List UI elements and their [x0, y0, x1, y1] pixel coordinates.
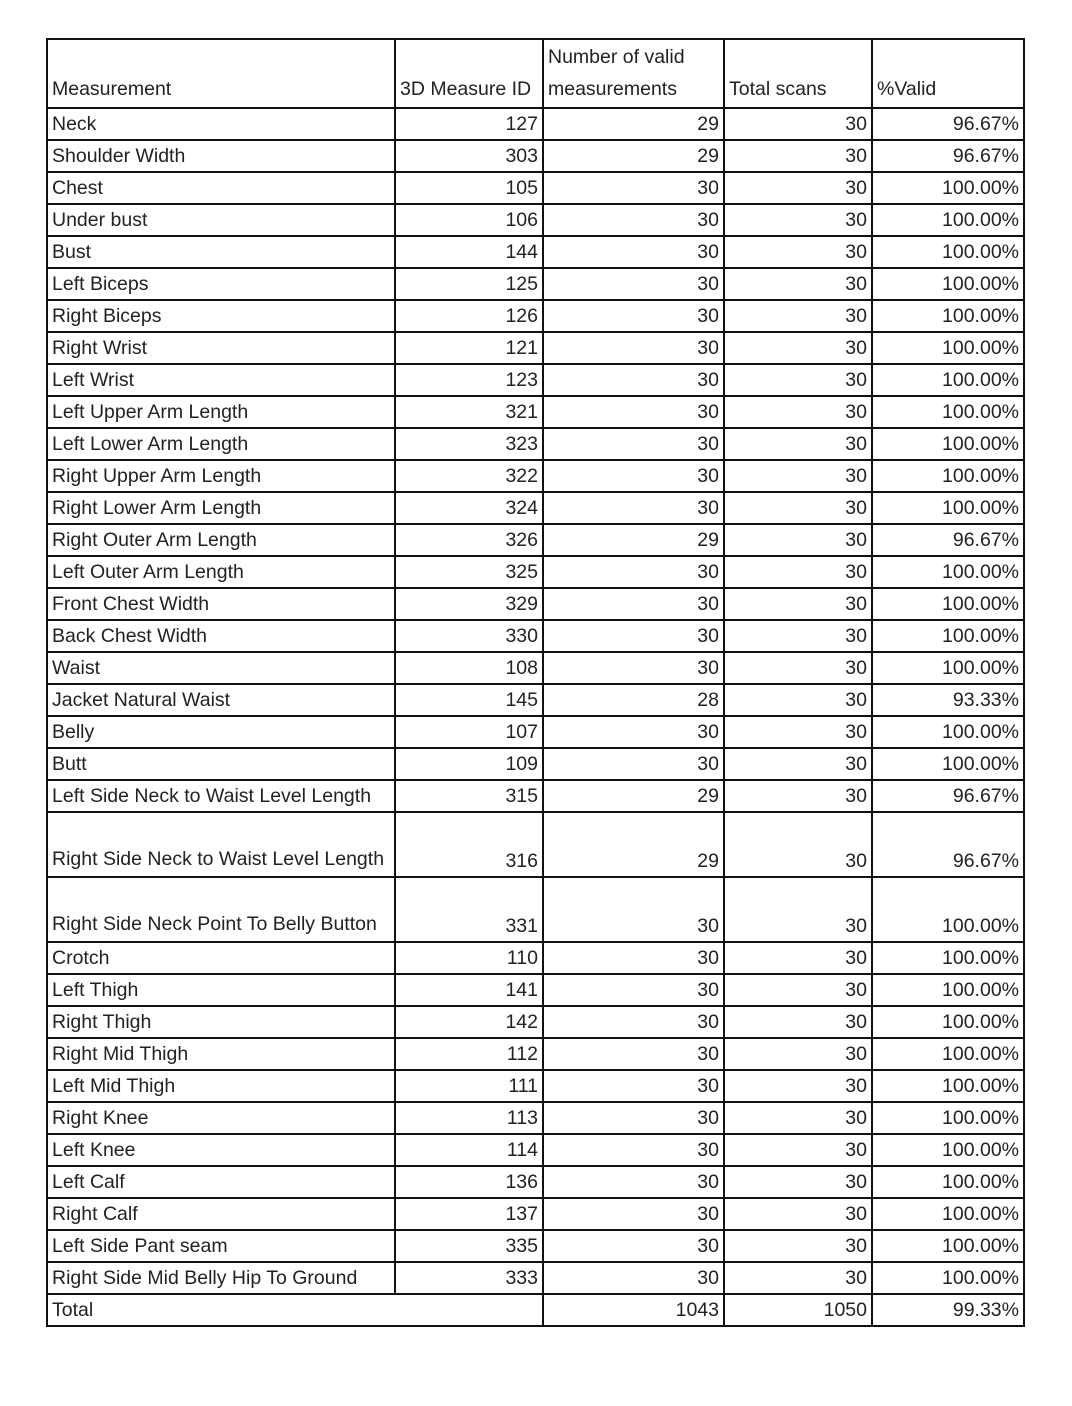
total-scans-cell: 30	[724, 108, 872, 140]
total-row	[47, 1294, 1024, 1326]
valid-count-cell: 29	[543, 108, 724, 140]
measure-id-cell: 113	[395, 1102, 543, 1134]
valid-count-cell: 30	[543, 460, 724, 492]
total-scans-cell: 30	[724, 428, 872, 460]
table-row	[47, 1006, 1024, 1038]
measurement-cell: Bust	[47, 236, 395, 268]
table-row	[47, 748, 1024, 780]
percent-valid-cell: 100.00%	[872, 1262, 1024, 1294]
measure-id-cell: 324	[395, 492, 543, 524]
measurement-cell: Neck	[47, 108, 395, 140]
valid-count-cell: 30	[543, 620, 724, 652]
measure-id-cell: 106	[395, 204, 543, 236]
percent-valid-cell: 96.67%	[872, 524, 1024, 556]
percent-valid-cell: 100.00%	[872, 716, 1024, 748]
header-total-scans: Total scans	[724, 39, 872, 108]
table-row	[47, 300, 1024, 332]
total-scans-cell: 30	[724, 332, 872, 364]
percent-valid-cell: 100.00%	[872, 974, 1024, 1006]
measure-id-cell: 125	[395, 268, 543, 300]
total-label: Total	[47, 1294, 543, 1326]
valid-count-cell: 30	[543, 364, 724, 396]
measure-id-cell: 137	[395, 1198, 543, 1230]
valid-count-cell: 30	[543, 877, 724, 942]
valid-count-cell: 30	[543, 652, 724, 684]
valid-count-cell: 30	[543, 492, 724, 524]
measurement-cell: Back Chest Width	[47, 620, 395, 652]
percent-valid-cell: 100.00%	[872, 364, 1024, 396]
total-scans-cell: 30	[724, 1166, 872, 1198]
total-scans-cell: 30	[724, 204, 872, 236]
table-row	[47, 204, 1024, 236]
total-scans-cell: 30	[724, 524, 872, 556]
measure-id-cell: 145	[395, 684, 543, 716]
measurement-cell: Left Wrist	[47, 364, 395, 396]
valid-count-cell: 30	[543, 556, 724, 588]
total-scans-cell: 30	[724, 748, 872, 780]
measure-id-cell: 322	[395, 460, 543, 492]
total-scans-cell: 30	[724, 652, 872, 684]
measure-id-cell: 325	[395, 556, 543, 588]
table-row	[47, 1134, 1024, 1166]
measure-id-cell: 110	[395, 942, 543, 974]
total-scans-cell: 30	[724, 172, 872, 204]
total-scans-cell: 30	[724, 460, 872, 492]
measurement-cell: Right Calf	[47, 1198, 395, 1230]
measurement-cell: Left Biceps	[47, 268, 395, 300]
table-row	[47, 428, 1024, 460]
percent-valid-cell: 100.00%	[872, 1198, 1024, 1230]
valid-count-cell: 29	[543, 812, 724, 877]
valid-count-cell: 30	[543, 236, 724, 268]
percent-valid-cell: 100.00%	[872, 748, 1024, 780]
measurement-cell: Right Lower Arm Length	[47, 492, 395, 524]
measurement-cell: Right Biceps	[47, 300, 395, 332]
valid-count-cell: 30	[543, 716, 724, 748]
percent-valid-cell: 100.00%	[872, 460, 1024, 492]
header-measurement: Measurement	[47, 39, 395, 108]
measurement-cell: Left Outer Arm Length	[47, 556, 395, 588]
measurement-cell: Under bust	[47, 204, 395, 236]
total-scans-cell: 30	[724, 1134, 872, 1166]
total-scans-cell: 30	[724, 620, 872, 652]
total-scans-cell: 30	[724, 556, 872, 588]
measurement-cell: Right Thigh	[47, 1006, 395, 1038]
valid-count-cell: 29	[543, 524, 724, 556]
percent-valid-cell: 100.00%	[872, 236, 1024, 268]
measurement-cell: Butt	[47, 748, 395, 780]
total-scans-cell: 30	[724, 1006, 872, 1038]
measurement-cell: Left Lower Arm Length	[47, 428, 395, 460]
measure-id-cell: 303	[395, 140, 543, 172]
valid-count-cell: 29	[543, 780, 724, 812]
measure-id-cell: 326	[395, 524, 543, 556]
measurement-cell: Crotch	[47, 942, 395, 974]
measurement-cell: Right Outer Arm Length	[47, 524, 395, 556]
valid-count-cell: 30	[543, 974, 724, 1006]
table-row	[47, 524, 1024, 556]
total-scans-cell: 30	[724, 1102, 872, 1134]
measure-id-cell: 323	[395, 428, 543, 460]
total-scans-cell: 30	[724, 1262, 872, 1294]
measurement-validity-table	[46, 38, 1025, 1327]
percent-valid-cell: 100.00%	[872, 942, 1024, 974]
total-scans-cell: 30	[724, 974, 872, 1006]
valid-count-cell: 30	[543, 1038, 724, 1070]
percent-valid-cell: 96.67%	[872, 780, 1024, 812]
table-row	[47, 716, 1024, 748]
measure-id-cell: 123	[395, 364, 543, 396]
measurement-cell: Left Side Pant seam	[47, 1230, 395, 1262]
measure-id-cell: 329	[395, 588, 543, 620]
table-row	[47, 332, 1024, 364]
measurement-cell: Belly	[47, 716, 395, 748]
total-scans-cell: 30	[724, 1038, 872, 1070]
percent-valid-cell: 100.00%	[872, 1230, 1024, 1262]
measure-id-cell: 109	[395, 748, 543, 780]
percent-valid-cell: 100.00%	[872, 620, 1024, 652]
percent-valid-cell: 100.00%	[872, 1134, 1024, 1166]
table-row	[47, 1038, 1024, 1070]
measure-id-cell: 121	[395, 332, 543, 364]
table-row	[47, 364, 1024, 396]
valid-count-cell: 30	[543, 396, 724, 428]
measurement-cell: Jacket Natural Waist	[47, 684, 395, 716]
measure-id-cell: 316	[395, 812, 543, 877]
valid-count-cell: 30	[543, 1102, 724, 1134]
table-row	[47, 1262, 1024, 1294]
measure-id-cell: 126	[395, 300, 543, 332]
table-row	[47, 556, 1024, 588]
measure-id-cell: 127	[395, 108, 543, 140]
total-scans-cell: 30	[724, 684, 872, 716]
header-valid-measurements: Number of valid measurements	[543, 39, 724, 108]
measure-id-cell: 321	[395, 396, 543, 428]
table-row	[47, 588, 1024, 620]
total-scans-cell: 30	[724, 236, 872, 268]
measurement-cell: Left Thigh	[47, 974, 395, 1006]
valid-count-cell: 30	[543, 1070, 724, 1102]
percent-valid-cell: 100.00%	[872, 1006, 1024, 1038]
total-scans-cell: 30	[724, 300, 872, 332]
total-scans-cell: 30	[724, 716, 872, 748]
measure-id-cell: 333	[395, 1262, 543, 1294]
total-scans-cell: 30	[724, 1198, 872, 1230]
percent-valid-cell: 100.00%	[872, 556, 1024, 588]
total-scans-cell: 30	[724, 812, 872, 877]
table-row	[47, 942, 1024, 974]
measure-id-cell: 107	[395, 716, 543, 748]
valid-count-cell: 29	[543, 140, 724, 172]
valid-count-cell: 30	[543, 428, 724, 460]
percent-valid-cell: 100.00%	[872, 1038, 1024, 1070]
measure-id-cell: 330	[395, 620, 543, 652]
percent-valid-cell: 100.00%	[872, 492, 1024, 524]
total-scans-cell: 30	[724, 1230, 872, 1262]
total-scans-cell: 30	[724, 140, 872, 172]
table-row	[47, 460, 1024, 492]
valid-count-cell: 30	[543, 1166, 724, 1198]
measurement-cell: Left Upper Arm Length	[47, 396, 395, 428]
valid-count-cell: 30	[543, 332, 724, 364]
valid-count-cell: 28	[543, 684, 724, 716]
valid-count-cell: 30	[543, 1006, 724, 1038]
total-scans-cell: 30	[724, 1070, 872, 1102]
measure-id-cell: 331	[395, 877, 543, 942]
valid-count-cell: 30	[543, 1134, 724, 1166]
measurement-cell: Front Chest Width	[47, 588, 395, 620]
measure-id-cell: 105	[395, 172, 543, 204]
measure-id-cell: 335	[395, 1230, 543, 1262]
percent-valid-cell: 100.00%	[872, 1102, 1024, 1134]
measurement-cell: Right Side Neck Point To Belly Button	[47, 877, 395, 942]
table-row	[47, 1198, 1024, 1230]
table-row	[47, 172, 1024, 204]
total-percent-valid: 99.33%	[872, 1294, 1024, 1326]
percent-valid-cell: 100.00%	[872, 204, 1024, 236]
valid-count-cell: 30	[543, 268, 724, 300]
measurement-cell: Right Knee	[47, 1102, 395, 1134]
measurement-cell: Left Knee	[47, 1134, 395, 1166]
percent-valid-cell: 96.67%	[872, 140, 1024, 172]
total-scans-cell: 30	[724, 492, 872, 524]
table-row	[47, 108, 1024, 140]
header-percent-valid: %Valid	[872, 39, 1024, 108]
table-row	[47, 1230, 1024, 1262]
percent-valid-cell: 100.00%	[872, 1070, 1024, 1102]
total-scans-cell: 30	[724, 942, 872, 974]
total-scans-cell: 30	[724, 364, 872, 396]
table-row	[47, 492, 1024, 524]
total-scans-cell: 30	[724, 780, 872, 812]
percent-valid-cell: 100.00%	[872, 588, 1024, 620]
measure-id-cell: 315	[395, 780, 543, 812]
total-scans-cell: 30	[724, 877, 872, 942]
percent-valid-cell: 96.67%	[872, 812, 1024, 877]
total-valid: 1043	[543, 1294, 724, 1326]
percent-valid-cell: 100.00%	[872, 172, 1024, 204]
measure-id-cell: 142	[395, 1006, 543, 1038]
measurement-cell: Left Side Neck to Waist Level Length	[47, 780, 395, 812]
table-row	[47, 268, 1024, 300]
percent-valid-cell: 100.00%	[872, 300, 1024, 332]
table-row	[47, 780, 1024, 812]
measurement-cell: Right Wrist	[47, 332, 395, 364]
measure-id-cell: 114	[395, 1134, 543, 1166]
table-row	[47, 812, 1024, 877]
valid-count-cell: 30	[543, 1230, 724, 1262]
total-scans: 1050	[724, 1294, 872, 1326]
valid-count-cell: 30	[543, 172, 724, 204]
measurement-cell: Chest	[47, 172, 395, 204]
measurement-cell: Left Calf	[47, 1166, 395, 1198]
measurement-cell: Right Mid Thigh	[47, 1038, 395, 1070]
table-row	[47, 1102, 1024, 1134]
table-row	[47, 652, 1024, 684]
percent-valid-cell: 100.00%	[872, 428, 1024, 460]
total-scans-cell: 30	[724, 588, 872, 620]
measurement-cell: Right Side Mid Belly Hip To Ground	[47, 1262, 395, 1294]
total-scans-cell: 30	[724, 396, 872, 428]
measurement-cell: Left Mid Thigh	[47, 1070, 395, 1102]
valid-count-cell: 30	[543, 300, 724, 332]
percent-valid-cell: 100.00%	[872, 332, 1024, 364]
valid-count-cell: 30	[543, 748, 724, 780]
percent-valid-cell: 96.67%	[872, 108, 1024, 140]
measure-id-cell: 108	[395, 652, 543, 684]
measure-id-cell: 136	[395, 1166, 543, 1198]
table-row	[47, 684, 1024, 716]
valid-count-cell: 30	[543, 588, 724, 620]
table-row	[47, 974, 1024, 1006]
valid-count-cell: 30	[543, 204, 724, 236]
table-row	[47, 877, 1024, 942]
percent-valid-cell: 100.00%	[872, 652, 1024, 684]
measure-id-cell: 141	[395, 974, 543, 1006]
table-row	[47, 620, 1024, 652]
header-3d-measure-id: 3D Measure ID	[395, 39, 543, 108]
percent-valid-cell: 100.00%	[872, 268, 1024, 300]
measurement-cell: Shoulder Width	[47, 140, 395, 172]
measure-id-cell: 144	[395, 236, 543, 268]
percent-valid-cell: 93.33%	[872, 684, 1024, 716]
valid-count-cell: 30	[543, 1198, 724, 1230]
percent-valid-cell: 100.00%	[872, 877, 1024, 942]
measure-id-cell: 111	[395, 1070, 543, 1102]
header-row	[47, 39, 1024, 108]
percent-valid-cell: 100.00%	[872, 396, 1024, 428]
table-row	[47, 1166, 1024, 1198]
total-scans-cell: 30	[724, 268, 872, 300]
valid-count-cell: 30	[543, 942, 724, 974]
table-row	[47, 140, 1024, 172]
measure-id-cell: 112	[395, 1038, 543, 1070]
measurement-cell: Waist	[47, 652, 395, 684]
valid-count-cell: 30	[543, 1262, 724, 1294]
table-row	[47, 236, 1024, 268]
measurement-cell: Right Upper Arm Length	[47, 460, 395, 492]
table-row	[47, 396, 1024, 428]
table-row	[47, 1070, 1024, 1102]
percent-valid-cell: 100.00%	[872, 1166, 1024, 1198]
measurement-cell: Right Side Neck to Waist Level Length	[47, 812, 395, 877]
